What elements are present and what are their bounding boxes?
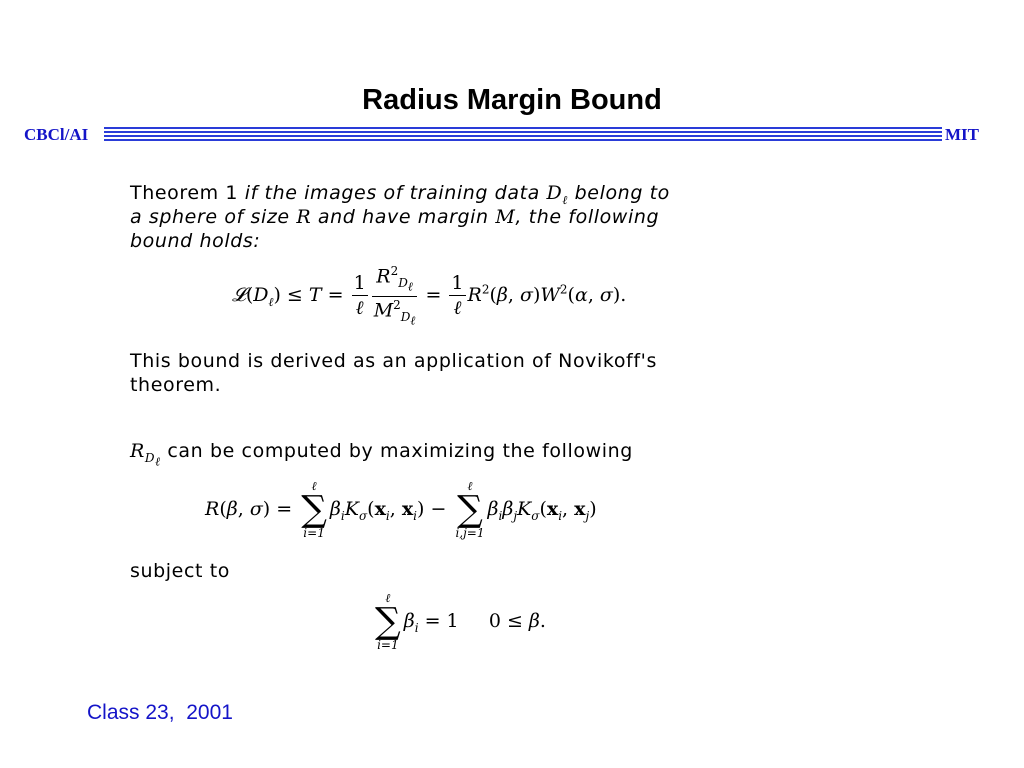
theorem-label: Theorem 1 — [130, 182, 239, 204]
theorem-text-1a: if the images of training data — [244, 182, 540, 204]
math-r-d: $R_{D_\ell}$ — [130, 440, 161, 469]
theorem-text-2b: and have margin — [317, 206, 489, 228]
novikoff-line-1: This bound is derived as an application of Novikoff's — [130, 350, 657, 372]
compute-line — [130, 440, 633, 469]
subject-to: subject to — [130, 560, 230, 582]
header-left-label: CBCl/AI — [24, 125, 89, 144]
theorem-line-1 — [130, 182, 670, 208]
math-m: M — [495, 206, 516, 228]
bound-equation: $𝓛(D_\ell) \le T$ = $\frac{1}{\text{ℓ}}$ $\frac{R^2_{D_\ell}}{M^2_{D_\ell}}$ = $\frac{1}{\text{ℓ}}$ $R^2(\beta$, $\sigma)W^2(\alpha$, σ). — [232, 264, 627, 328]
theorem-text-1b: belong to — [574, 182, 670, 204]
math-d-ell: $D_\ell$ — [546, 182, 568, 207]
theorem-line-2 — [130, 206, 659, 228]
header-rule — [104, 125, 942, 145]
slide-title: Radius Margin Bound — [362, 84, 662, 116]
theorem-text-2c: , the following — [515, 206, 660, 228]
novikoff-line-2: theorem. — [130, 374, 222, 396]
footer-class-label: Class 23, 2001 — [87, 701, 233, 724]
theorem-line-3: bound holds: — [130, 230, 261, 252]
theorem-text-2a: a sphere of size — [130, 206, 290, 228]
radius-equation: R(β, σ) = ℓ ∑ i=1 $\beta_iK_\sigma(x_i$, $x_i$) − ℓ ∑ i,j=1 $\beta_i\beta_jK_\sigma(x_i$, $x_j$) — [205, 479, 597, 540]
constraint-equation: ℓ ∑ i=1 $\beta_i = 1$ 0 ≤ β. — [375, 591, 546, 652]
header-right-label: MIT — [945, 125, 979, 144]
compute-text: can be computed by maximizing the following — [167, 440, 633, 462]
math-r: R — [296, 206, 312, 228]
